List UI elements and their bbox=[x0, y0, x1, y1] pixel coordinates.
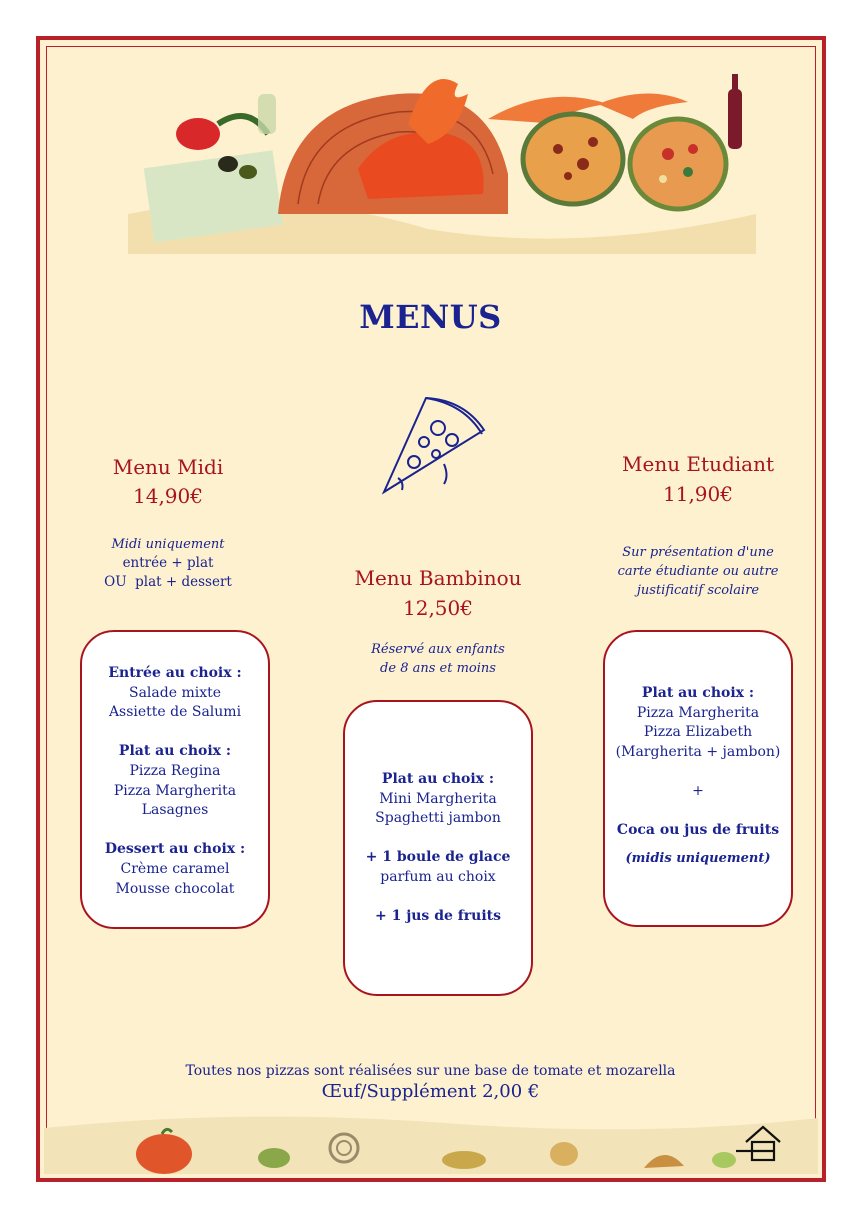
section-heading: Plat au choix : bbox=[641, 685, 755, 701]
menu-etudiant-card bbox=[603, 630, 793, 927]
menu-item: Assiette de Salumi bbox=[108, 704, 242, 721]
menu-item: Lasagnes bbox=[141, 802, 209, 819]
section-heading: + 1 boule de glace bbox=[365, 849, 511, 866]
section-heading: + 1 jus de fruits bbox=[374, 908, 502, 925]
menu-item: Pizza Regina bbox=[129, 762, 221, 779]
menu-item: Salade mixte bbox=[128, 684, 222, 701]
menu-item: parfum au choix bbox=[380, 868, 496, 885]
section-heading: Coca ou jus de fruits bbox=[616, 822, 780, 839]
page-title: MENUS bbox=[359, 298, 502, 336]
menu-etudiant-price: 11,90€ bbox=[663, 482, 733, 506]
menu-bambinou-price: 12,50€ bbox=[403, 596, 473, 620]
home-icon[interactable] bbox=[736, 1124, 790, 1164]
pizza-slice-icon bbox=[374, 392, 492, 502]
menu-midi-condition-2: OU plat + dessert bbox=[104, 574, 232, 590]
section-heading: Dessert au choix : bbox=[104, 841, 246, 858]
menu-etudiant-note-1: Sur présentation d'une bbox=[622, 545, 774, 560]
menu-bambinou-card bbox=[343, 700, 533, 996]
section-heading: Plat au choix : bbox=[381, 771, 495, 787]
pizza-oven-banner-illustration bbox=[128, 64, 756, 254]
section-note: (midis uniquement) bbox=[625, 850, 771, 866]
section-heading: Entrée au choix : bbox=[108, 665, 242, 681]
menu-midi-name: Menu Midi bbox=[112, 455, 224, 479]
menu-bambinou-note-2: de 8 ans et moins bbox=[380, 661, 496, 676]
menu-midi-card bbox=[80, 630, 270, 929]
menu-item: (Margherita + jambon) bbox=[615, 743, 781, 760]
menu-item: Pizza Margherita bbox=[113, 782, 237, 799]
menu-item: Crème caramel bbox=[120, 860, 230, 877]
section-heading: Plat au choix : bbox=[118, 743, 232, 760]
vegetables-footer-illustration bbox=[44, 1088, 818, 1174]
menu-midi-price: 14,90€ bbox=[133, 484, 203, 508]
menu-item: Mousse chocolat bbox=[115, 880, 235, 897]
menu-item: Mini Margherita bbox=[379, 790, 497, 807]
menu-etudiant-note-2: carte étudiante ou autre bbox=[617, 564, 779, 579]
footer-pizza-note: Toutes nos pizzas sont réalisées sur une base de tomate et mozarella bbox=[185, 1063, 676, 1079]
menu-item: Pizza Elizabeth bbox=[643, 724, 753, 741]
footer-egg-supplement: Œuf/Supplément 2,00 € bbox=[321, 1081, 540, 1102]
menu-etudiant-note-3: justificatif scolaire bbox=[636, 583, 760, 598]
menu-midi-note: Midi uniquement bbox=[111, 537, 225, 552]
plus-sign: + bbox=[692, 782, 704, 799]
menu-etudiant-name: Menu Etudiant bbox=[622, 452, 774, 476]
menu-item: Pizza Margherita bbox=[636, 704, 760, 721]
menu-midi-condition-1: entrée + plat bbox=[122, 555, 214, 571]
menu-item: Spaghetti jambon bbox=[375, 810, 501, 827]
menu-bambinou-note-1: Réservé aux enfants bbox=[371, 642, 505, 657]
menu-bambinou-name: Menu Bambinou bbox=[354, 566, 522, 590]
